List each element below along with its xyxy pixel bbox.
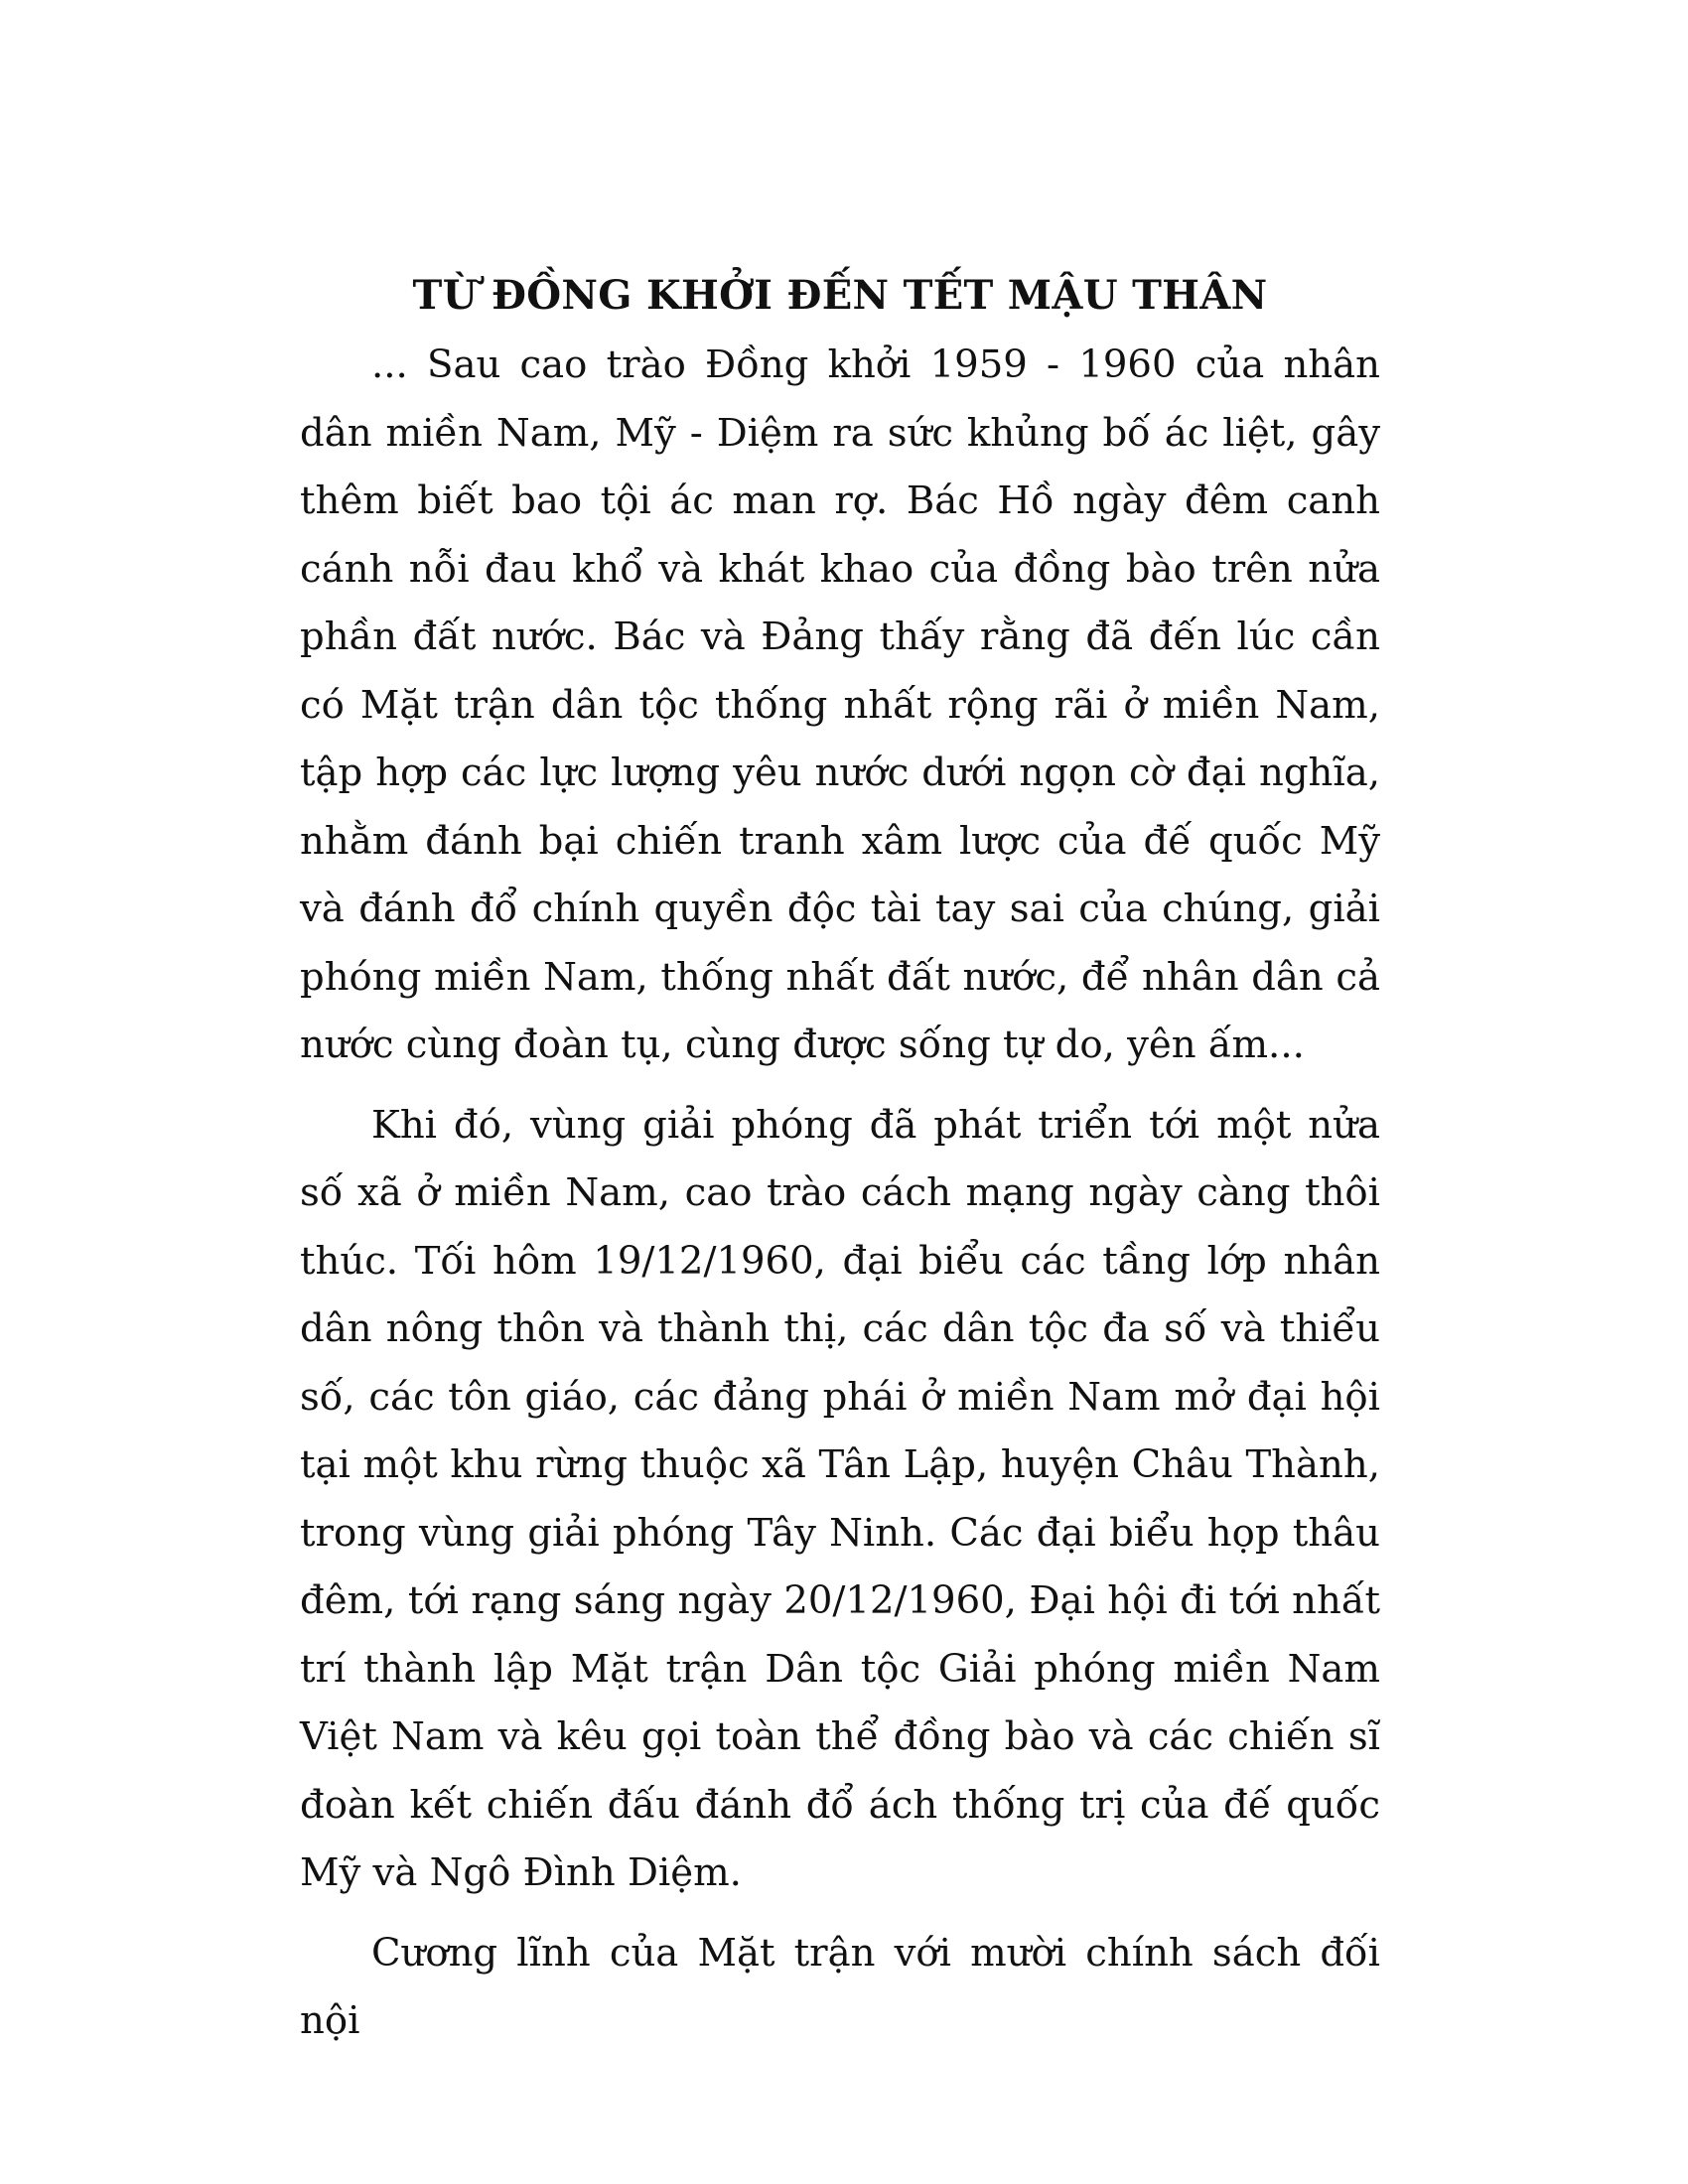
paragraph-1: ... Sau cao trào Đồng khởi 1959 - 1960 của nhân dân miền Nam, Mỹ - Diệm ra sức khủng bố ác liệt, gây thêm biết bao tội ác man rợ. Bác Hồ ngày đêm canh cánh nỗi đau khổ và khát khao của đồng bào trên nửa phần đất nước. Bác và Đảng thấy rằng đã đến lúc cần có Mặt trận dân tộc thống nhất rộng rãi ở miền Nam, tập hợp các lực lượng yêu nước dưới ngọn cờ đại nghĩa, nhằm đánh bại chiến tranh xâm lược của đế quốc Mỹ và đánh đổ chính quyền độc tài tay sai của chúng, giải phóng miền Nam, thống nhất đất nước, để nhân dân cả nước cùng đoàn tụ, cùng được sống tự do, yên ấm... <box>300 342 1380 1067</box>
book-page <box>300 268 1380 2068</box>
paragraph-3: Cương lĩnh của Mặt trận với mười chính sách đối nội <box>300 1930 1380 2043</box>
paragraph-2: Khi đó, vùng giải phóng đã phát triển tới một nửa số xã ở miền Nam, cao trào cách mạng ngày càng thôi thúc. Tối hôm 19/12/1960, đại biểu các tầng lớp nhân dân nông thôn và thành thị, các dân tộc đa số và thiểu số, các tôn giáo, các đảng phái ở miền Nam mở đại hội tại một khu rừng thuộc xã Tân Lập, huyện Châu Thành, trong vùng giải phóng Tây Ninh. Các đại biểu họp thâu đêm, tới rạng sáng ngày 20/12/1960, Đại hội đi tới nhất trí thành lập Mặt trận Dân tộc Giải phóng miền Nam Việt Nam và kêu gọi toàn thể đồng bào và các chiến sĩ đoàn kết chiến đấu đánh đổ ách thống trị của đế quốc Mỹ và Ngô Đình Diệm. <box>300 1102 1380 1895</box>
chapter-title: TỪ ĐỒNG KHỞI ĐẾN TẾT MẬU THÂN <box>412 272 1268 319</box>
